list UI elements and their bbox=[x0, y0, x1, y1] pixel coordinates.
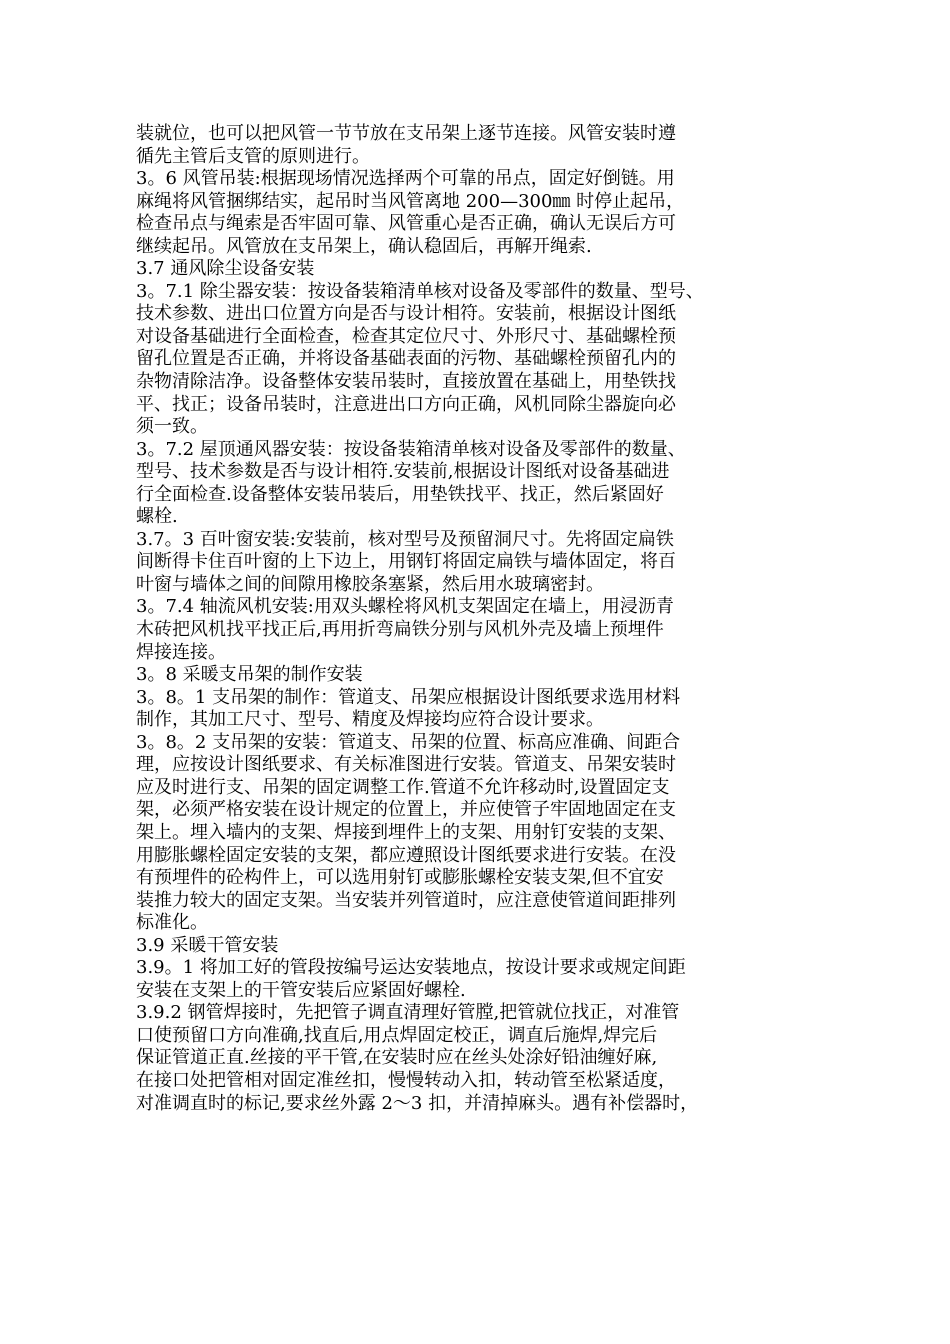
text-line: 型号、技术参数是否与设计相符.安装前,根据设计图纸对设备基础进 bbox=[136, 461, 670, 483]
text-line: 3。7.2 屋顶通风器安装：按设备装箱清单核对设备及零部件的数量、 bbox=[136, 438, 686, 460]
text-line: 口使预留口方向准确,找直后,用点焊固定校正，调直后施焊,焊完后 bbox=[136, 1024, 658, 1046]
text-line: 安装在支架上的干管安装后应紧固好螺栓. bbox=[136, 979, 466, 1001]
text-line: 须一致。 bbox=[136, 416, 208, 438]
text-line: 对设备基础进行全面检查，检查其定位尺寸、外形尺寸、基础螺栓预 bbox=[136, 325, 676, 347]
section-heading: 3.9 采暖干管安装 bbox=[136, 934, 279, 956]
text-line: 标准化。 bbox=[136, 912, 208, 934]
text-line: 麻绳将风管捆绑结实，起吊时当风管离地 200—300㎜ 时停止起吊， bbox=[136, 190, 685, 212]
text-line: 循先主管后支管的原则进行。 bbox=[136, 145, 370, 167]
text-line: 应及时进行支、吊架的固定调整工作.管道不允许移动时,设置固定支 bbox=[136, 776, 670, 798]
text-line: 3。8。2 支吊架的安装：管道支、吊架的位置、标高应准确、间距合 bbox=[136, 731, 681, 753]
text-line: 用膨胀螺栓固定安装的支架，都应遵照设计图纸要求进行安装。在没 bbox=[136, 844, 676, 866]
text-line: 留孔位置是否正确，并将设备基础表面的污物、基础螺栓预留孔内的 bbox=[136, 348, 676, 370]
text-line: 检查吊点与绳索是否牢固可靠、风管重心是否正确，确认无误后方可 bbox=[136, 213, 676, 235]
text-line: 间断得卡住百叶窗的上下边上，用钢钉将固定扁铁与墙体固定，将百 bbox=[136, 551, 676, 573]
text-line: 3。7.4 轴流风机安装:用双头螺栓将风机支架固定在墙上，用浸沥青 bbox=[136, 596, 674, 618]
text-line: 3。8。1 支吊架的制作：管道支、吊架应根据设计图纸要求选用材料 bbox=[136, 686, 681, 708]
text-line: 焊接连接。 bbox=[136, 641, 226, 663]
text-line: 3.9。1 将加工好的管段按编号运达安装地点，按设计要求或规定间距 bbox=[136, 957, 686, 979]
text-line: 装就位，也可以把风管一节节放在支吊架上逐节连接。风管安装时遵 bbox=[136, 123, 676, 144]
text-line: 制作，其加工尺寸、型号、精度及焊接均应符合设计要求。 bbox=[136, 709, 604, 731]
text-line: 装推力较大的固定支架。当安装并列管道时，应注意使管道间距排列 bbox=[136, 889, 676, 911]
text-line: 3.9.2 钢管焊接时，先把管子调直清理好管膛,把管就位找正，对准管 bbox=[136, 1002, 680, 1024]
text-line: 架，必须严格安装在设计规定的位置上，并应使管子牢固地固定在支 bbox=[136, 799, 676, 821]
text-line: 在接口处把管相对固定准丝扣，慢慢转动入扣，转动管至松紧适度， bbox=[136, 1069, 676, 1091]
text-line: 理，应按设计图纸要求、有关标准图进行安装。管道支、吊架安装时 bbox=[136, 754, 676, 776]
text-line: 架上。埋入墙内的支架、焊接到埋件上的支架、用射钉安装的支架、 bbox=[136, 821, 676, 843]
text-line: 3。6 风管吊装:根据现场情况选择两个可靠的吊点，固定好倒链。用 bbox=[136, 168, 675, 190]
section-heading: 3.7 通风除尘设备安装 bbox=[136, 258, 315, 280]
text-line: 有预埋件的砼构件上，可以选用射钉或膨胀螺栓安装支架,但不宜安 bbox=[136, 867, 664, 889]
text-line: 叶窗与墙体之间的间隙用橡胶条塞紧，然后用水玻璃密封。 bbox=[136, 573, 604, 595]
text-line: 继续起吊。风管放在支吊架上，确认稳固后，再解开绳索. bbox=[136, 235, 592, 257]
text-line: 保证管道正直.丝接的平干管,在安装时应在丝头处涂好铅油缠好麻, bbox=[136, 1047, 658, 1069]
text-line: 行全面检查.设备整体安装吊装后，用垫铁找平、找正，然后紧固好 bbox=[136, 483, 664, 505]
text-line: 对准调直时的标记,要求丝外露 2～3 扣，并清掉麻头。遇有补偿器时， bbox=[136, 1092, 699, 1114]
text-line: 技术参数、进出口位置方向是否与设计相符。安装前，根据设计图纸 bbox=[136, 303, 676, 325]
text-line: 3.7。3 百叶窗安装:安装前，核对型号及预留洞尺寸。先将固定扁铁 bbox=[136, 528, 674, 550]
text-line: 螺栓. bbox=[136, 506, 178, 528]
document-body bbox=[136, 123, 826, 1115]
text-line: 3。7.1 除尘器安装：按设备装箱清单核对设备及零部件的数量、型号、 bbox=[136, 280, 704, 302]
section-heading: 3。8 采暖支吊架的制作安装 bbox=[136, 664, 363, 686]
text-line: 平、找正；设备吊装时，注意进出口方向正确，风机同除尘器旋向必 bbox=[136, 393, 676, 415]
text-line: 杂物清除洁净。设备整体安装吊装时，直接放置在基础上，用垫铁找 bbox=[136, 371, 676, 393]
text-line: 木砖把风机找平找正后,再用折弯扁铁分别与风机外壳及墙上预埋件 bbox=[136, 619, 664, 641]
